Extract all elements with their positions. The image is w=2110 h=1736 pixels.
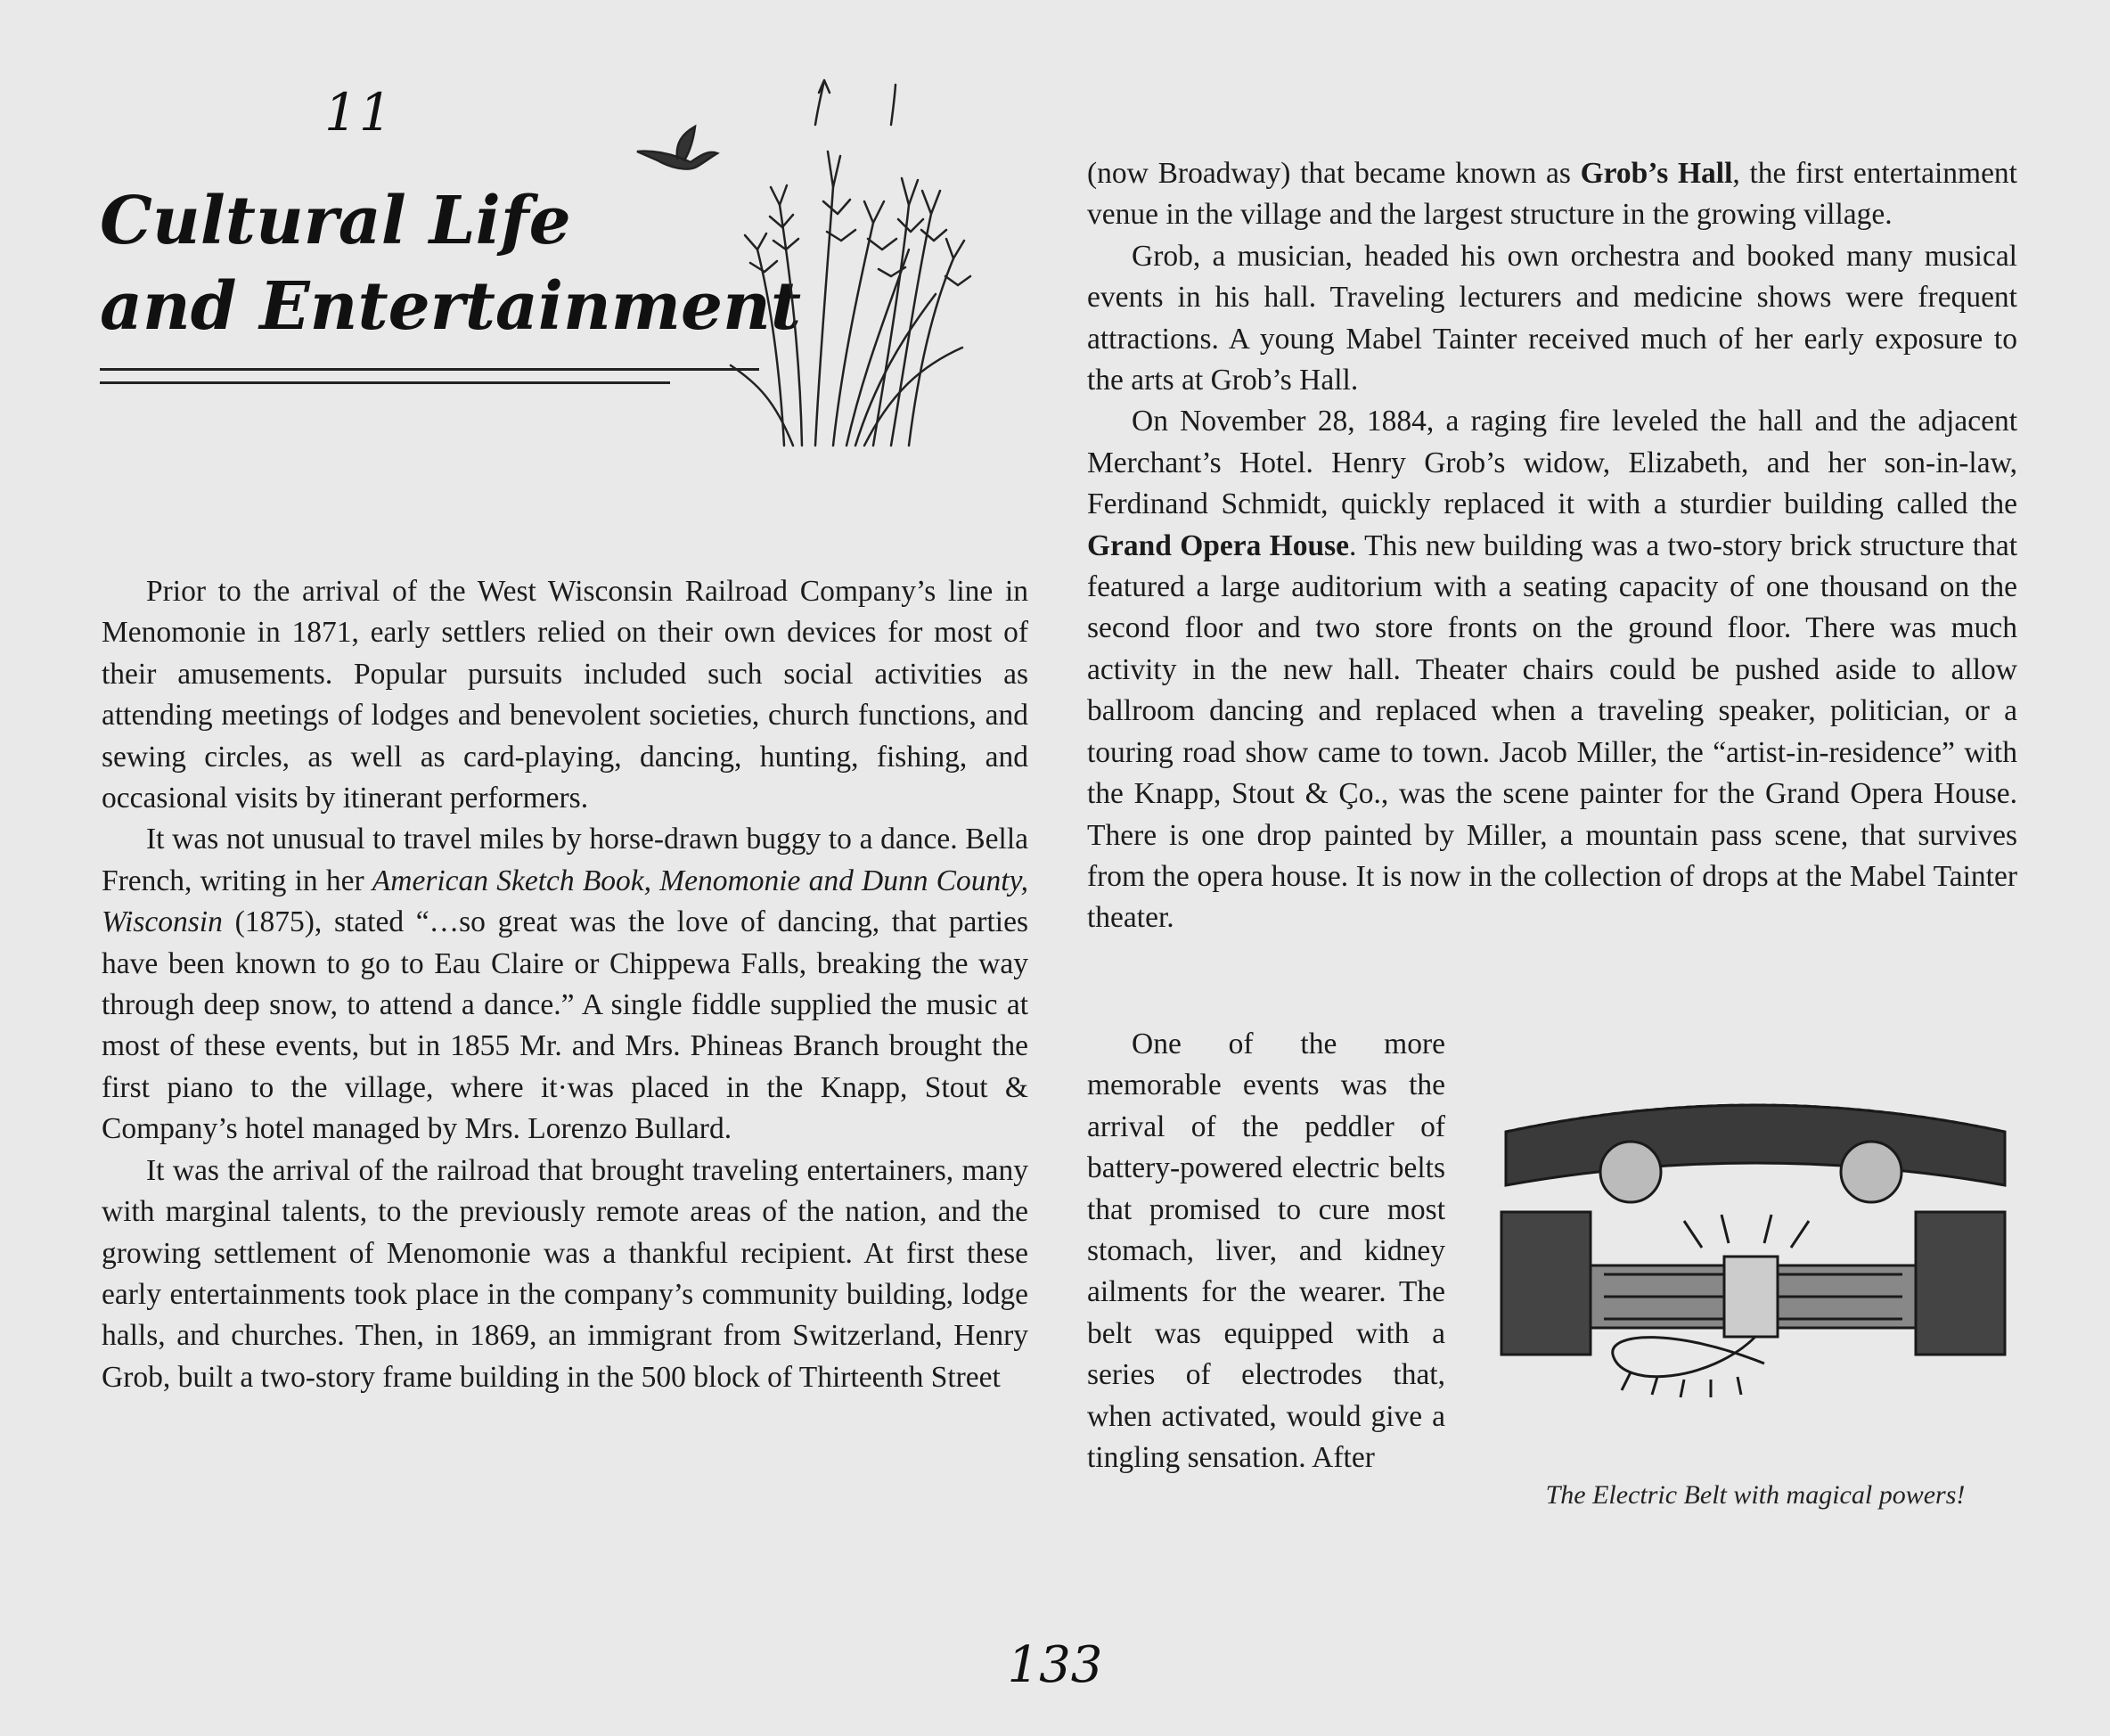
- wrapped-paragraph: [1087, 1024, 1445, 1478]
- right-column: [1087, 153, 2017, 939]
- grobs-hall-term: Grob’s Hall: [1580, 157, 1733, 190]
- electric-belt-illustration: [1497, 1078, 2014, 1453]
- chapter-title: [100, 178, 802, 349]
- bird-icon: [637, 127, 717, 169]
- left-paragraph-1: Prior to the arrival of the West Wisconsin Railroad Company’s line in Menomonie in 1871, early settlers relied on their own devices for most of their amusements. Popular pursuits included such social activities as attending meetings of lodges and benevolent societies, church functions, and sewing circles, as well as card-playing, dancing, hunting, fishing, and occasional visits by itinerant performers.: [102, 575, 1028, 815]
- bird-and-grass-illustration: [624, 71, 1034, 454]
- chapter-number: 11: [324, 82, 394, 143]
- left-column: [102, 571, 1028, 1398]
- right-paragraph-4: One of the more memorable events was the arrival of the peddler of battery-powered electric belts that promised to cure most stomach, liver, and kidney ailments for the wearer. The belt was equipped with a series of electrodes that, when activated, would give a tingling sensation. After: [1087, 1028, 1445, 1475]
- chapter-title-line-1: Cultural Life: [100, 183, 571, 259]
- left-paragraph-2: It was not unusual to travel miles by horse-drawn buggy to a dance. Bella French, writing in her American Sketch Book, Menomonie and Dunn County, Wisconsin (1875), stated “…so great was the love of dancing, that parties have been known to go to Eau Claire or Chippewa Falls, breaking the way through deep snow, to attend a dance.” A single fiddle supplied the music at most of these events, but in 1855 Mr. and Mrs. Phineas Branch brought the first piano to the village, where it·was placed in the Knapp, Stout & Company’s hotel managed by Mrs. Lorenzo Bullard.: [102, 823, 1028, 1146]
- right-paragraph-2: Grob, a musician, headed his own orchestra and booked many musical events in his hall. Traveling lecturers and medicine shows were frequent attractions. A young Mabel Tainter received much of her early exposure to the arts at Grob’s Hall.: [1087, 239, 2017, 397]
- left-paragraph-3: It was the arrival of the railroad that brought traveling entertainers, many with marginal talents, to the previously remote areas of the nation, and the growing settlement of Menomonie was a thankful recipient. At first these early entertainments took place in the company’s community building, lodge halls, and churches. Then, in 1869, an immigrant from Switzerland, Henry Grob, built a two-story frame building in the 500 block of Thirteenth Street: [102, 1153, 1028, 1394]
- right-paragraph-1: (now Broadway) that became known as Grob’s Hall, the first entertainment venue in the village and the largest structure in the growing village.: [1087, 157, 2017, 232]
- page-number: 133: [1007, 1636, 1103, 1694]
- chapter-title-line-2: and Entertainment: [100, 268, 802, 345]
- book-title: American Sketch Book, Menomonie and Dunn County, Wisconsin: [102, 864, 1028, 939]
- right-paragraph-3: On November 28, 1884, a raging fire leveled the hall and the adjacent Merchant’s Hotel. Henry Grob’s widow, Elizabeth, and her son-in-law, Ferdinand Schmidt, quickly replaced it with a sturdier building called the Grand Opera House. This new building was a two-story brick structure that featured a large auditorium with a seating capacity of one thousand on the second floor and two store fronts on the ground floor. There was much activity in the new hall. Theater chairs could be pushed aside to allow ballroom dancing and replaced when a traveling speaker, politician, or a touring road show came to town. Jacob Miller, the “artist-in-residence” with the Knapp, Stout & Ço., was the scene painter for the Grand Opera House. There is one drop painted by Miller, a mountain pass scene, that survives from the opera house. It is now in the collection of drops at the Mabel Tainter theater.: [1087, 405, 2018, 935]
- title-rule-bottom: [100, 381, 670, 384]
- grand-opera-house-term: Grand Opera House: [1087, 528, 1350, 562]
- figure-caption: The Electric Belt with magical powers!: [1545, 1480, 1966, 1510]
